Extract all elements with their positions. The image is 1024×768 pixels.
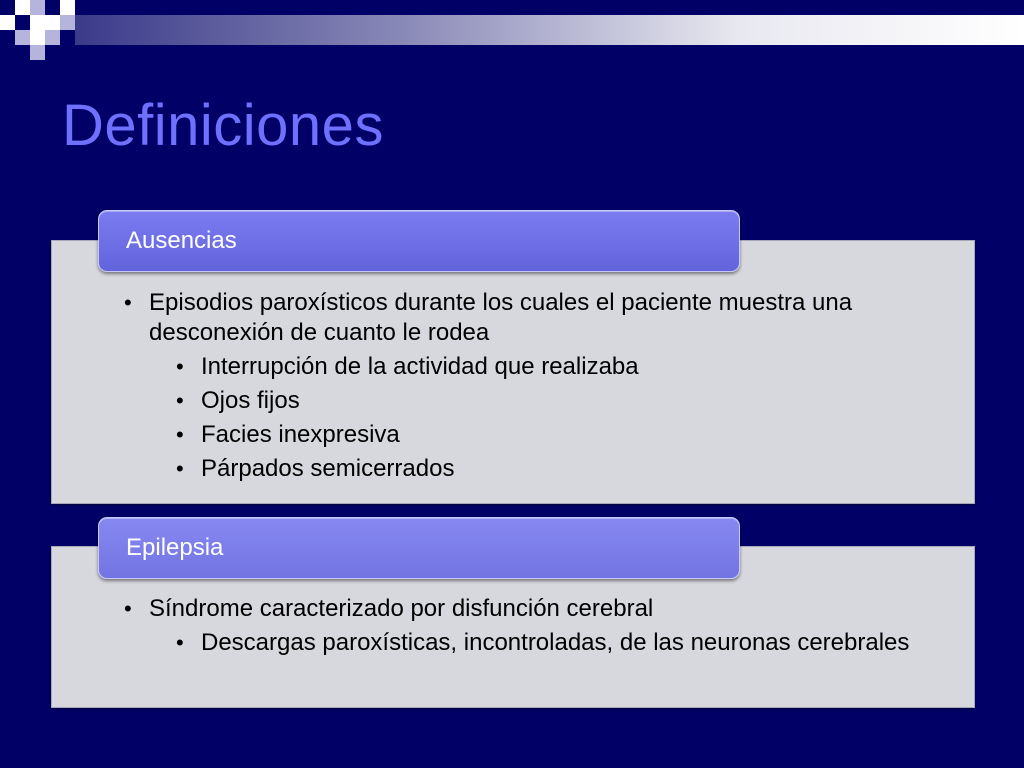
slide-title: Definiciones bbox=[62, 93, 384, 158]
section-header-label: Epilepsia bbox=[126, 534, 224, 561]
header-gradient-bar bbox=[75, 15, 1024, 45]
list-item-text: Episodios paroxísticos durante los cuales el paciente muestra una desconexión de cuanto le rodea bbox=[149, 289, 853, 346]
ausencias-header bbox=[98, 210, 740, 272]
epilepsia-header bbox=[98, 517, 740, 579]
sub-list-item: • Facies inexpresiva bbox=[174, 420, 942, 450]
corner-decoration bbox=[0, 0, 80, 60]
sub-list bbox=[149, 352, 942, 484]
sub-list-item: • Descargas paroxísticas, incontroladas, de las neuronas cerebrales bbox=[174, 628, 942, 658]
epilepsia-list bbox=[122, 594, 942, 662]
sub-list-item: • Interrupción de la actividad que realizaba bbox=[174, 352, 942, 382]
sub-list-item: • Párpados semicerrados bbox=[174, 454, 942, 484]
list-item-text: Síndrome caracterizado por disfunción cerebral bbox=[149, 595, 654, 622]
sub-list bbox=[149, 628, 942, 658]
list-item bbox=[122, 288, 942, 484]
section-header-label: Ausencias bbox=[126, 227, 237, 254]
list-item bbox=[122, 594, 942, 658]
ausencias-list bbox=[122, 288, 942, 488]
sub-list-item: • Ojos fijos bbox=[174, 386, 942, 416]
